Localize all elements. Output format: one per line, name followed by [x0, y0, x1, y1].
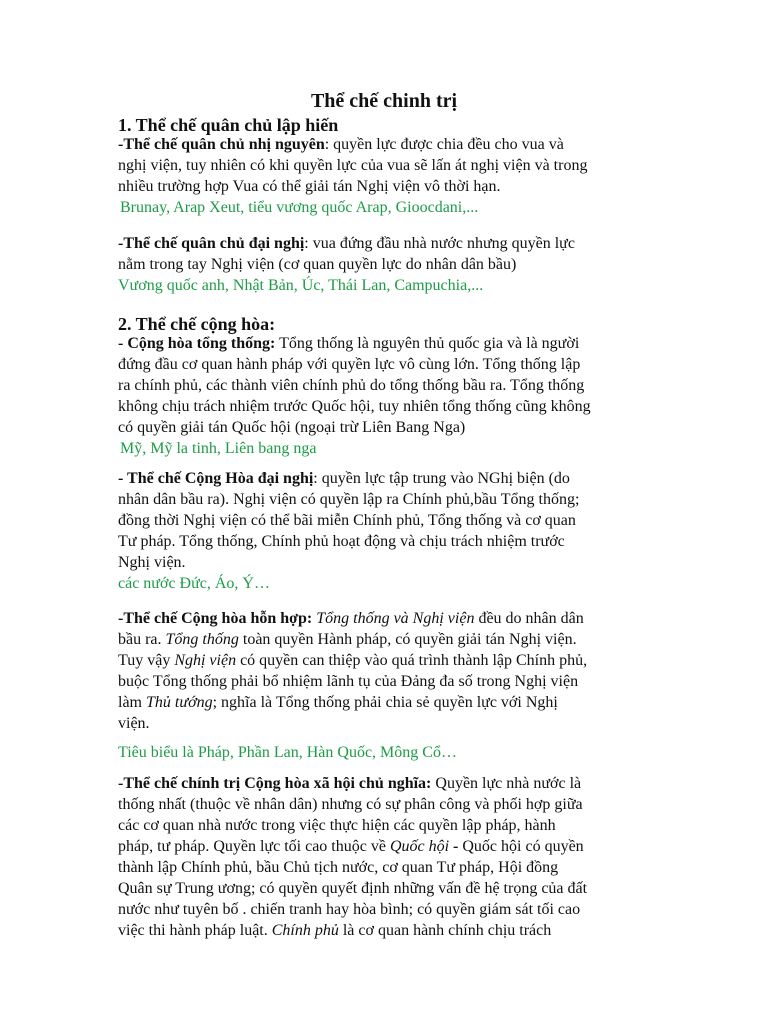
examples-mixed-republic: Tiêu biểu là Pháp, Phần Lan, Hàn Quốc, Mông Cổ…: [118, 744, 457, 761]
term-mixed-republic: -Thể chế Cộng hòa hỗn hợp:: [118, 610, 313, 627]
examples-dual-monarchy: Brunay, Arap Xeut, tiểu vương quốc Arap, Gioocdani,...: [120, 199, 479, 216]
paragraph-dual-monarchy: -Thể chế quân chủ nhị nguyên: quyền lực được chia đều cho vua và nghị viện, tuy nhiên có khi quyền lực của vua sẽ lấn át nghị viện và trong nhiều trường hợp Vua có thể giải tán Nghị viện vô thời hạn. Brunay, Arap Xeut, tiểu vương quốc Arap, Gioocdani,...: [118, 134, 650, 218]
term-socialist-republic: -Thể chế chính trị Cộng hòa xã hội chủ nghĩa:: [118, 775, 432, 792]
section-heading-republic: 2. Thể chế cộng hòa:: [118, 314, 276, 334]
section-heading-monarchy: 1. Thể chế quân chủ lập hiến: [118, 115, 339, 135]
paragraph-socialist-republic: -Thể chế chính trị Cộng hòa xã hội chủ nghĩa: Quyền lực nhà nước là thống nhất (thuộc về nhân dân) nhưng có sự phân công và phối hợp giữa các cơ quan nhà nước trong việc thực hiện các quyền lập pháp, hành pháp, tư pháp. Quyền lực tối cao thuộc về Quốc hội - Quốc hội có quyền thành lập Chính phủ, bầu Chủ tịch nước, cơ quan Tư pháp, Hội đồng Quân sự Trung ương; có quyền quyết định những vấn đề hệ trọng của đất nước như tuyên bố . chiến tranh hay hòa bình; có quyền giám sát tối cao việc thi hành pháp luật. Chính phủ là cơ quan hành chính chịu trách: [118, 775, 588, 939]
examples-presidential-republic: Mỹ, Mỹ la tinh, Liên bang nga: [120, 440, 317, 457]
term-parliamentary-monarchy: -Thể chế quân chủ đại nghị: [118, 235, 305, 252]
paragraph-parliamentary-monarchy: -Thể chế quân chủ đại nghị: vua đứng đầu nhà nước nhưng quyền lực nằm trong tay Nghị viện (cơ quan quyền lực do nhân dân bầu) Vương quốc anh, Nhật Bản, Úc, Thái Lan, Campuchia,...: [118, 233, 650, 296]
term-dual-monarchy: -Thể chế quân chủ nhị nguyên: [118, 136, 325, 153]
examples-parliamentary-republic: các nước Đức, Áo, Ý…: [118, 575, 270, 592]
term-parliamentary-republic: - Thể chế Cộng Hòa đại nghị: [118, 470, 314, 487]
paragraph-presidential-republic: - Cộng hòa tổng thống: Tổng thống là nguyên thủ quốc gia và là người đứng đầu cơ quan hành pháp với quyền lực vô cùng lớn. Tổng thống lập ra chính phủ, các thành viên chính phủ do tổng thống bầu ra. Tổng thống không chịu trách nhiệm trước Quốc hội, tuy nhiên tổng thống cũng không có quyền giải tán Quốc hội (ngoại trừ Liên Bang Nga) Mỹ, Mỹ la tinh, Liên bang nga: [118, 333, 650, 459]
examples-parliamentary-monarchy: Vương quốc anh, Nhật Bản, Úc, Thái Lan, Campuchia,...: [118, 277, 484, 294]
paragraph-parliamentary-republic: - Thể chế Cộng Hòa đại nghị: quyền lực tập trung vào NGhị biện (do nhân dân bầu ra). Nghị viện có quyền lập ra Chính phủ,bầu Tổng thống; đồng thời Nghị viện có thể bãi miễn Chính phủ, Tổng thống và cơ quan Tư pháp. Tổng thống, Chính phủ hoạt động và chịu trách nhiệm trước Nghị viện. các nước Đức, Áo, Ý…: [118, 468, 650, 594]
document-title: Thể chế chinh trị: [310, 90, 458, 112]
paragraph-mixed-republic: -Thể chế Cộng hòa hỗn hợp: Tổng thống và Nghị viện đều do nhân dân bầu ra. Tổng thống toàn quyền Hành pháp, có quyền giải tán Nghị viện. Tuy vậy Nghị viện có quyền can thiệp vào quá trình thành lập Chính phủ, buộc Tổng thống phải bổ nhiệm lãnh tụ của Đảng đa số trong Nghị viện làm Thủ tướng; nghĩa là Tổng thống phải chia sẻ quyền lực với Nghị viện. Tiêu biểu là Pháp, Phần Lan, Hàn Quốc, Mông Cổ…: [118, 608, 650, 763]
term-presidential-republic: - Cộng hòa tổng thống:: [118, 335, 276, 352]
